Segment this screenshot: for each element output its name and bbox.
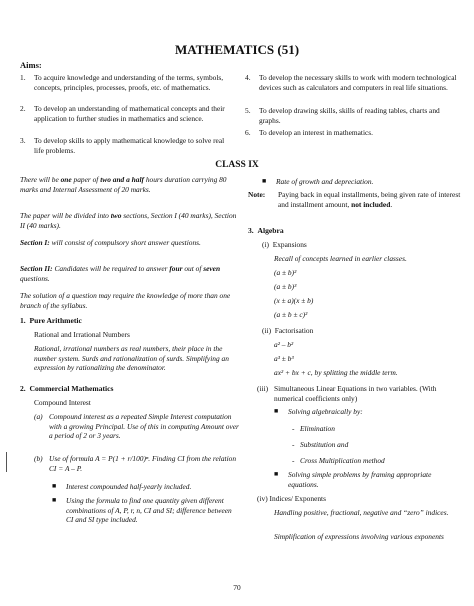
factor-1: a² – b² — [274, 340, 294, 349]
section-2-item-b: (b) Use of formula A = P(1 + r/100)ⁿ. Finding CI from the relation CI = A – P. — [34, 454, 237, 473]
iii-bullet-2: ■ Solving simple problems by framing appropriate equations. — [274, 470, 432, 489]
aim-item-2 — [20, 104, 235, 123]
aim-number: 6. — [245, 128, 251, 137]
note: Note: Paying back in equal installments, being given rate of interest and installment amount, not included. — [248, 190, 461, 209]
indices-heading: (iv) Indices/ Exponents — [257, 494, 326, 503]
bullet-icon: ■ — [52, 496, 57, 504]
simultaneous-equations: (iii) Simultaneous Linear Equations in two variables. (With numerical coefficients only) — [257, 384, 437, 403]
aim-item-1 — [20, 73, 235, 92]
expansions-heading: (i) Expansions — [262, 240, 307, 249]
method-elimination: - Elimination — [292, 424, 335, 433]
intro-paragraph-4: Section II: Candidates will be required to answer four out of seven questions. — [20, 264, 221, 283]
method-cross-multiplication: - Cross Multiplication method — [292, 456, 385, 465]
aim-text: To develop skills to apply mathematical knowledge to solve real life problems. — [34, 136, 225, 155]
section-2-bullet-2: ■ Using the formula to find one quantity given different combinations of A, P, r, n, CI and SI; difference between CI and SI type included. — [52, 496, 232, 525]
intro-paragraph-1: There will be one paper of two and a half hours duration carrying 80 marks and Internal Assessment of 20 marks. — [20, 175, 227, 194]
aim-text: To develop an understanding of mathematical concepts and their application to further studies in mathematics and science. — [34, 104, 225, 123]
aim-item-6 — [245, 128, 457, 138]
compound-interest-formula: A = P(1 + r/100)ⁿ — [95, 454, 149, 463]
aim-text: To develop an interest in mathematics. — [259, 128, 374, 137]
page-title: MATHEMATICS (51) — [174, 42, 300, 57]
section-2-heading: 2. Commercial Mathematics — [20, 384, 114, 393]
expansion-1: (a ± b)² — [274, 268, 297, 277]
intro-paragraph-2: The paper will be divided into two sections, Section I (40 marks), Section II (40 marks). — [20, 211, 237, 230]
bullet-icon: ■ — [52, 482, 57, 490]
section-2-subheading: Compound Interest — [34, 398, 91, 407]
section-1-heading: 1. Pure Arithmetic — [20, 316, 82, 325]
aim-number: 5. — [245, 106, 251, 115]
expansion-2: (a ± b)³ — [274, 282, 297, 291]
method-substitution: - Substitution and — [292, 440, 349, 449]
page-number: 70 — [233, 583, 241, 592]
expansion-3: (x ± a)(x ± b) — [274, 296, 314, 305]
aim-item-3 — [20, 136, 235, 155]
aim-text: To acquire knowledge and understanding of the terms, symbols, concepts, principles, processes, proofs, etc. of mathematics. — [34, 73, 224, 92]
aim-number: 3. — [20, 136, 26, 145]
section-3-heading: 3. Algebra — [248, 226, 284, 235]
section-2-bullet-1: ■ Interest compounded half-yearly included. — [52, 482, 192, 491]
aim-number: 4. — [245, 73, 251, 82]
section-1-subheading: Rational and Irrational Numbers — [34, 330, 130, 339]
factorisation-heading: (ii) Factorisation — [262, 326, 314, 335]
indices-text-1: Handling positive, fractional, negative and “zero” indices. — [274, 508, 449, 517]
factor-3: ax² + bx + c, by splitting the middle term. — [274, 368, 398, 377]
expansion-4: (a ± b ± c)² — [274, 310, 308, 319]
iii-bullet-1: ■ Solving algebraically by: — [274, 407, 363, 416]
intro-paragraph-3: Section I: will consist of compulsory short answer questions. — [20, 238, 201, 247]
aim-number: 1. — [20, 73, 26, 82]
factor-2: a³ ± b³ — [274, 354, 294, 363]
bullet-icon: ■ — [274, 407, 279, 415]
aim-text: To develop drawing skills, skills of reading tables, charts and graphs. — [259, 106, 440, 125]
class-heading: CLASS IX — [215, 160, 259, 170]
rate-bullet: ■ Rate of growth and depreciation. — [262, 177, 374, 186]
bullet-icon: ■ — [262, 177, 267, 185]
aims-heading: Aims: — [20, 60, 42, 70]
expansions-text: Recall of concepts learned in earlier classes. — [274, 254, 407, 263]
aim-number: 2. — [20, 104, 26, 113]
margin-mark — [6, 452, 7, 472]
intro-paragraph-5: The solution of a question may require the knowledge of more than one branch of the syllabus. — [20, 291, 231, 310]
section-2-item-a: (a) Compound interest as a repeated Simple Interest computation with a growing Principal. Use of this in computing Amount over a period of 2 or 3 years. — [34, 412, 239, 441]
section-1-text: Rational, irrational numbers as real numbers, their place in the number system. Surds and rationalization of surds. Simplifying an expression by rationalizing the denominator. — [34, 344, 229, 373]
aim-item-5 — [245, 106, 457, 125]
aim-item-4 — [245, 73, 457, 92]
aim-text: To develop the necessary skills to work with modern technological devices such as calculators and computers in real life situations. — [259, 73, 457, 92]
indices-text-2: Simplification of expressions involving various exponents — [274, 532, 444, 541]
bullet-icon: ■ — [274, 470, 279, 478]
